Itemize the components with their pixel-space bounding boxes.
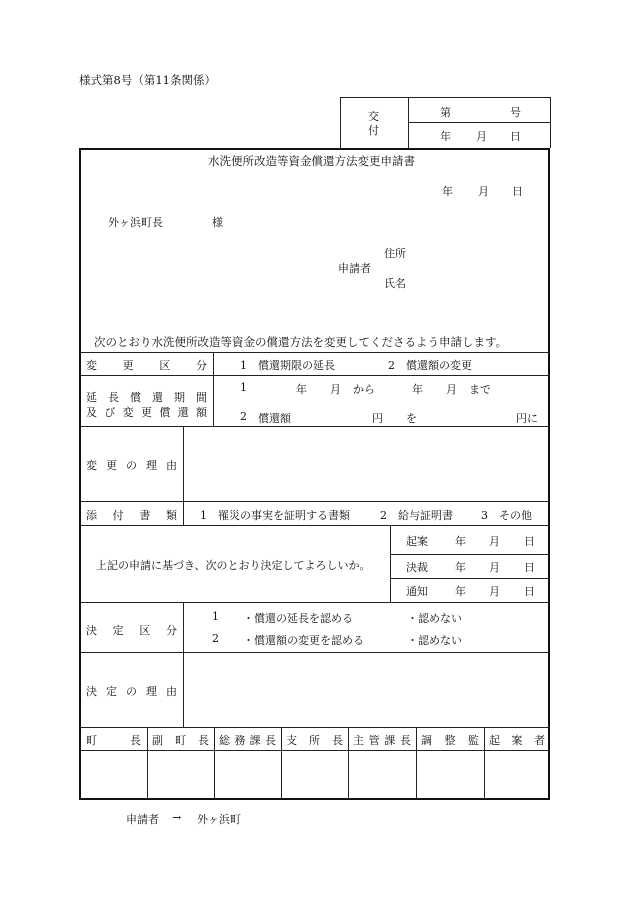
decision-label: 決 定 区 分 xyxy=(86,624,177,637)
request-statement: 次のとおり水洗便所改造等資金の償還方法を変更してくださるよう申請します。 xyxy=(94,335,508,349)
decision-line2-num: 2 xyxy=(212,632,219,645)
issue-hi: 日 xyxy=(510,130,521,143)
stamp-header-section-chief: 主 管 課 長 xyxy=(353,734,411,747)
stamp-header-general-affairs: 総 務 課 長 xyxy=(219,734,276,747)
extension-line2-label: 償還額 xyxy=(258,412,291,425)
date-tsuki: 月 xyxy=(478,185,489,198)
extension-line1-kara: から xyxy=(353,383,375,396)
extension-line1-tsuki1: 月 xyxy=(330,383,341,396)
extension-label-2: 及 び 変 更 償 還 額 xyxy=(86,406,207,419)
addressee-name: 外ヶ浜町長 xyxy=(108,216,163,229)
extension-label-1: 延 長 償 還 期 間 xyxy=(86,391,207,404)
applicant-address-label: 住所 xyxy=(384,247,406,260)
extension-line2-wo: を xyxy=(406,412,417,425)
date-nen: 年 xyxy=(442,185,453,198)
stamp-header-branch-chief: 支 所 長 xyxy=(286,734,343,747)
stamp-header-drafter: 起 案 者 xyxy=(489,734,545,747)
extension-line2-num: 2 xyxy=(240,410,247,423)
attachment-item-3: 3 その他 xyxy=(481,509,532,522)
stamp-header-deputy-mayor: 副 町 長 xyxy=(152,734,209,747)
addressee-sama: 様 xyxy=(212,216,223,229)
issue-go: 号 xyxy=(510,106,521,119)
decision-line2-approve: ・償還額の変更を認める xyxy=(243,634,364,647)
extension-line1-nen2: 年 xyxy=(412,383,423,396)
change-type-option-1: 1 償還期限の延長 xyxy=(240,359,335,372)
routing-from: 申請者 xyxy=(126,813,159,826)
extension-line2-en2: 円に xyxy=(516,412,538,425)
extension-line1-nen1: 年 xyxy=(296,383,307,396)
decision-reason-field[interactable] xyxy=(185,654,548,725)
applicant-name-label: 氏名 xyxy=(384,277,406,290)
decision-line2-deny: ・認めない xyxy=(407,634,462,647)
issue-dai: 第 xyxy=(440,106,451,119)
extension-line1-tsuki2: 月 xyxy=(446,383,457,396)
change-reason-label: 変 更 の 理 由 xyxy=(86,459,177,472)
issue-label-top: 交 xyxy=(368,110,379,123)
extension-line1-made: まで xyxy=(469,383,491,396)
decision-reason-label: 決 定 の 理 由 xyxy=(86,685,177,698)
date-hi: 日 xyxy=(512,185,523,198)
attachments-label: 添 付 書 類 xyxy=(86,509,177,522)
issue-tsuki: 月 xyxy=(476,130,487,143)
change-type-option-2: 2 償還額の変更 xyxy=(388,359,472,372)
form-title: 水洗便所改造等資金償還方法変更申請書 xyxy=(208,154,415,168)
extension-line2-en1: 円 xyxy=(372,412,383,425)
issue-label-bottom: 付 xyxy=(368,124,379,137)
decision-line1-num: 1 xyxy=(212,610,219,623)
form-number: 様式第8号（第11条関係） xyxy=(79,73,216,87)
change-reason-field[interactable] xyxy=(185,428,548,499)
applicant-label: 申請者 xyxy=(338,262,371,275)
issue-nen: 年 xyxy=(440,130,451,143)
stamp-header-coordinator: 調 整 監 xyxy=(421,734,479,747)
attachment-item-2: 2 給与証明書 xyxy=(380,509,453,522)
routing-arrow-icon: → xyxy=(172,811,182,824)
change-type-label: 変 更 区 分 xyxy=(86,359,207,372)
decision-line1-approve: ・償還の延長を認める xyxy=(243,612,353,625)
attachment-item-1: 1 罹災の事実を証明する書類 xyxy=(200,509,350,522)
decision-line1-deny: ・認めない xyxy=(407,612,462,625)
approval-statement: 上記の申請に基づき、次のとおり決定してよろしいか。 xyxy=(96,559,371,572)
routing-to: 外ヶ浜町 xyxy=(197,813,241,826)
stamp-header-mayor: 町 長 xyxy=(86,734,141,747)
extension-line1-num: 1 xyxy=(240,381,247,394)
